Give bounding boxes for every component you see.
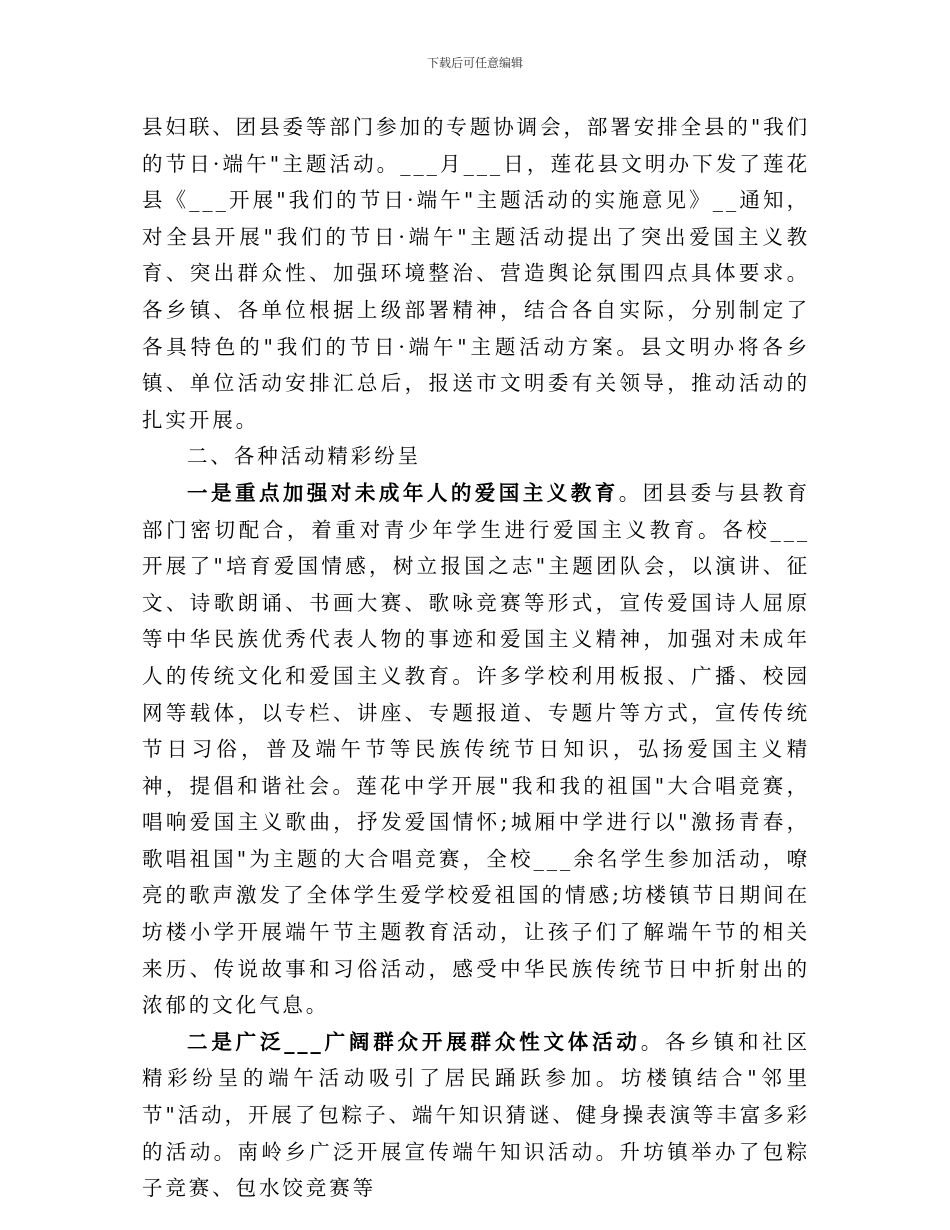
paragraph-3 bbox=[142, 1024, 810, 1207]
paragraph-2-text: 。团县委与县教育部门密切配合，着重对青少年学生进行爱国主义教育。各校___开展了"培育爱国情感，树立报国之志"主题团队会，以演讲、征文、诗歌朗诵、书画大赛、歌咏竞赛等形式，宣传爱国诗人屈原等中华民族优秀代表人物的事迹和爱国主义精神，加强对未成年人的传统文化和爱国主义教育。许多学校利用板报、广播、校园网等载体，以专栏、讲座、专题报道、专题片等方式，宣传传统节日习俗，普及端午节等民族传统节日知识，弘扬爱国主义精神，提倡和谐社会。莲花中学开展"我和我的祖国"大合唱竞赛，唱响爱国主义歌曲，抒发爱国情怀;城厢中学进行以"激扬青春，歌唱祖国"为主题的大合唱竞赛，全校___余名学生参加活动，嘹亮的歌声激发了全体学生爱学校爱祖国的情感;坊楼镇节日期间在坊楼小学开展端午节主题教育活动，让孩子们了解端午节的相关来历、传说故事和习俗活动，感受中华民族传统节日中折射出的浓郁的文化气息。 bbox=[142, 480, 811, 1018]
paragraph-2 bbox=[142, 475, 810, 1024]
document-body bbox=[142, 109, 810, 1207]
paragraph-2-lead: 一是重点加强对未成年人的爱国主义教育 bbox=[187, 480, 619, 505]
paragraph-3-lead: 二是广泛___广阔群众开展群众性文体活动 bbox=[187, 1029, 641, 1054]
section-heading: 二、各种活动精彩纷呈 bbox=[187, 444, 421, 469]
paragraph-1: 县妇联、团县委等部门参加的专题协调会，部署安排全县的"我们的节日·端午"主题活动。___月___日，莲花县文明办下发了莲花县《___开展"我们的节日·端午"主题活动的实施意见》__通知，对全县开展"我们的节日·端午"主题活动提出了突出爱国主义教育、突出群众性、加强环境整治、营造舆论氛围四点具体要求。各乡镇、各单位根据上级部署精神，结合各自实际，分别制定了各具特色的"我们的节日·端午"主题活动方案。县文明办将各乡镇、单位活动安排汇总后，报送市文明委有关领导，推动活动的扎实开展。 bbox=[142, 115, 810, 432]
paragraph-3-text: 。各乡镇和社区精彩纷呈的端午活动吸引了居民踊跃参加。坊楼镇结合"邻里节"活动，开展了包粽子、端午知识猜谜、健身操表演等丰富多彩的活动。南岭乡广泛开展宣传端午知识活动。升坊镇举办了包粽子竞赛、包水饺竞赛等 bbox=[142, 1029, 810, 1201]
page-header: 下载后可任意编辑 bbox=[426, 56, 523, 70]
